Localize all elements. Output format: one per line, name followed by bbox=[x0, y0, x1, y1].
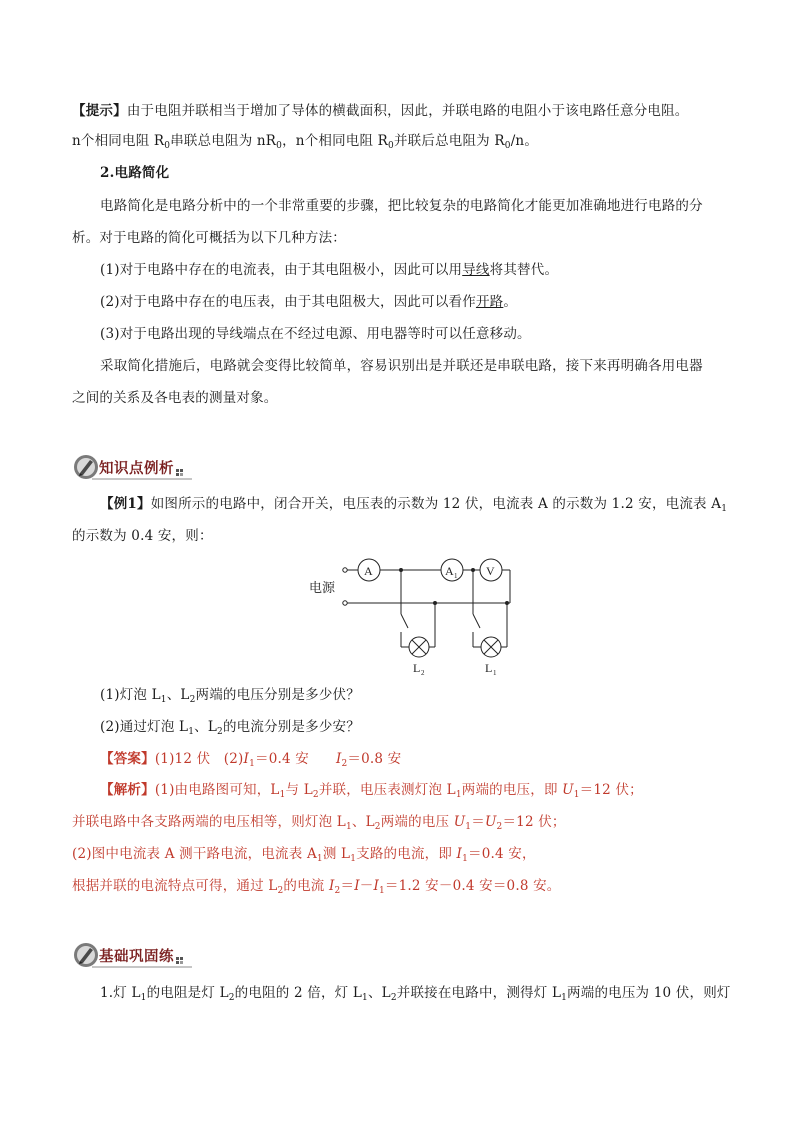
text-run: 的电阻的 2 倍，灯 L bbox=[234, 985, 362, 1001]
paragraph-line: 之间的关系及各电表的测量对象。 bbox=[72, 390, 278, 406]
text-run: (1)由电路图可知，L bbox=[154, 782, 280, 798]
subscript: 1 bbox=[188, 727, 195, 737]
text-run: 两端的电压，即 bbox=[461, 782, 563, 798]
text-run: (1)12 伏 bbox=[154, 751, 211, 767]
hint-text: 由于电阻并联相当于增加了导体的横截面积，因此，并联电路的电阻小于该电路任意分电阻。 bbox=[126, 103, 689, 119]
question-1 bbox=[100, 685, 360, 705]
answer-line bbox=[100, 749, 401, 769]
text-run: 。 bbox=[503, 294, 518, 310]
subscript: 0 bbox=[388, 141, 394, 151]
text-run: (1)灯泡 L bbox=[100, 687, 161, 703]
text-run: 将其替代。 bbox=[489, 262, 559, 278]
text-run: (2)通过灯泡 L bbox=[100, 719, 189, 735]
example-tag: 【例1】 bbox=[100, 496, 151, 512]
subscript: 1 bbox=[140, 993, 147, 1003]
text-run: 根据并联的电流特点可得，通过 L bbox=[72, 878, 278, 894]
subscript: 2 bbox=[341, 759, 348, 769]
subscript: 1 bbox=[249, 759, 256, 769]
text-run: 的电流 bbox=[283, 878, 329, 894]
italic-var: I bbox=[243, 751, 250, 767]
underlined-term: 导线 bbox=[462, 262, 490, 278]
text-run: 、L bbox=[194, 719, 217, 735]
subscript: 1 bbox=[455, 790, 462, 800]
subscript: 1 bbox=[465, 822, 472, 832]
text-run: ＝ bbox=[471, 814, 485, 830]
text-run: ，n个相同电阻 R bbox=[282, 133, 389, 149]
lamp1-label: L bbox=[485, 661, 493, 675]
text-run: ＝0.4 安 bbox=[255, 751, 309, 767]
subscript: 1 bbox=[362, 993, 368, 1003]
text-run: ＝1.2 安－0.4 安＝0.8 安。 bbox=[384, 878, 561, 894]
section-banner-examples bbox=[72, 452, 198, 482]
text-run: ＝ bbox=[340, 878, 355, 894]
text-run: 并联后总电阻为 R bbox=[393, 133, 505, 149]
text-run: 1.灯 L bbox=[100, 985, 141, 1001]
subscript: 1 bbox=[721, 504, 728, 514]
italic-var: I bbox=[329, 878, 335, 894]
subscript: 2 bbox=[374, 822, 381, 832]
subscript: 1 bbox=[350, 854, 357, 864]
subscript: 1 bbox=[345, 822, 352, 832]
example-line-2: 的示数为 0.4 安，则： bbox=[72, 528, 213, 544]
italic-var: U bbox=[453, 814, 466, 830]
subscript: 2 bbox=[334, 886, 341, 896]
text-run: 、L bbox=[351, 814, 375, 830]
method-3: (3)对于电路出现的导线端点在不经过电源、用电器等时可以任意移动。 bbox=[100, 326, 531, 342]
subscript: 2 bbox=[312, 790, 319, 800]
subscript: 1 bbox=[378, 886, 385, 896]
ammeter1-label: A bbox=[445, 564, 454, 578]
text-run: 并联，电压表测灯泡 L bbox=[318, 782, 456, 798]
text-run: (2)对于电路中存在的电压表，由于其电阻极大，因此可以看作 bbox=[100, 294, 476, 310]
text-run: 两端的电压 bbox=[380, 814, 454, 830]
subscript: 1 bbox=[279, 790, 286, 800]
example-line-1 bbox=[100, 494, 727, 514]
text-run: 、L bbox=[367, 985, 391, 1001]
text-run: 两端的电压分别是多少伏？ bbox=[195, 687, 360, 703]
paragraph-line: 电路简化是电路分析中的一个非常重要的步骤，把比较复杂的电路简化才能更加准确地进行电路的分 bbox=[100, 198, 703, 214]
exercise-1 bbox=[100, 983, 731, 1003]
text-run: 的电阻是灯 L bbox=[146, 985, 229, 1001]
subscript: 1 bbox=[316, 854, 323, 864]
subscript: 0 bbox=[164, 141, 171, 151]
text-run: (1)对于电路中存在的电流表，由于其电阻极小，因此可以用 bbox=[100, 262, 463, 278]
subscript: 0 bbox=[504, 141, 511, 151]
lamp1-subscript: 1 bbox=[493, 669, 497, 677]
analysis-line-1 bbox=[100, 780, 643, 800]
ammeter-label: A bbox=[364, 564, 373, 578]
text-run: 如图所示的电路中，闭合开关，电压表的示数为 12 伏，电流表 A 的示数为 1.2 安，电流表 A bbox=[150, 496, 722, 512]
text-run: ＝12 伏； bbox=[502, 814, 566, 830]
text-run: 与 L bbox=[285, 782, 313, 798]
subscript: 2 bbox=[217, 727, 223, 737]
method-1 bbox=[100, 260, 558, 280]
subscript: 0 bbox=[276, 141, 283, 151]
analysis-line-3 bbox=[72, 844, 536, 864]
text-run: (2)图中电流表 A 测干路电流，电流表 A bbox=[72, 846, 317, 862]
subscript: 1 bbox=[573, 790, 580, 800]
text-run: 并联电路中各支路两端的电压相等，则灯泡 L bbox=[72, 814, 346, 830]
analysis-tag: 【解析】 bbox=[100, 782, 155, 798]
lamp2-subscript: 2 bbox=[421, 669, 425, 677]
text-run: ＝0.4 安， bbox=[468, 846, 536, 862]
banner-label: 基础巩固练 bbox=[99, 949, 174, 965]
text-run: ＝12 伏； bbox=[579, 782, 643, 798]
ammeter1-subscript: 1 bbox=[454, 572, 458, 580]
section-banner-practice bbox=[72, 940, 198, 970]
answer-tag: 【答案】 bbox=[100, 751, 155, 767]
paragraph-line: 析。对于电路的简化可概括为以下几种方法： bbox=[72, 230, 346, 246]
lamp2-label: L bbox=[413, 661, 421, 675]
subscript: 2 bbox=[277, 886, 284, 896]
question-2 bbox=[100, 717, 360, 737]
paragraph-line: 采取简化措施后，电路就会变得比较简单，容易识别出是并联还是串联电路，接下来再明确各用电器 bbox=[100, 358, 703, 374]
text-run: 的电流分别是多少安？ bbox=[222, 719, 360, 735]
italic-var: I bbox=[456, 846, 463, 862]
subscript: 2 bbox=[189, 695, 196, 705]
section-heading: 2.电路简化 bbox=[100, 165, 170, 181]
subscript: 2 bbox=[390, 993, 397, 1003]
banner-label: 知识点例析 bbox=[99, 461, 174, 477]
subscript: 2 bbox=[228, 993, 235, 1003]
analysis-line-2 bbox=[72, 812, 566, 832]
analysis-line-4 bbox=[72, 876, 561, 896]
text-run: 、L bbox=[166, 687, 190, 703]
text-run: 支路的电流，即 bbox=[356, 846, 457, 862]
text-run: 并联接在电路中，测得灯 L bbox=[396, 985, 562, 1001]
text-run: /n。 bbox=[510, 133, 539, 149]
italic-var: U bbox=[484, 814, 497, 830]
text-run: (2) bbox=[223, 751, 244, 767]
italic-var: I bbox=[373, 878, 379, 894]
hint-paragraph bbox=[72, 101, 689, 121]
italic-var: U bbox=[562, 782, 574, 798]
italic-var: I bbox=[335, 751, 342, 767]
power-source-label: 电源 bbox=[309, 580, 336, 595]
circuit-diagram bbox=[305, 552, 525, 678]
text-run: 串联总电阻为 nR bbox=[170, 133, 277, 149]
subscript: 1 bbox=[462, 854, 469, 864]
subscript: 1 bbox=[561, 993, 568, 1003]
voltmeter-label: V bbox=[486, 564, 495, 578]
text-run: － bbox=[359, 878, 374, 894]
text-run: 测 L bbox=[322, 846, 351, 862]
text-run: ＝0.8 安 bbox=[347, 751, 402, 767]
italic-var: I bbox=[354, 878, 360, 894]
subscript: 1 bbox=[160, 695, 167, 705]
underlined-term: 开路 bbox=[475, 294, 504, 310]
hint-tag: 【提示】 bbox=[72, 103, 127, 119]
text-run: 两端的电压为 10 伏，则灯 bbox=[567, 985, 731, 1001]
text-run: n个相同电阻 R bbox=[72, 133, 165, 149]
resistor-rule bbox=[72, 131, 538, 151]
subscript: 2 bbox=[496, 822, 503, 832]
method-2 bbox=[100, 292, 517, 312]
